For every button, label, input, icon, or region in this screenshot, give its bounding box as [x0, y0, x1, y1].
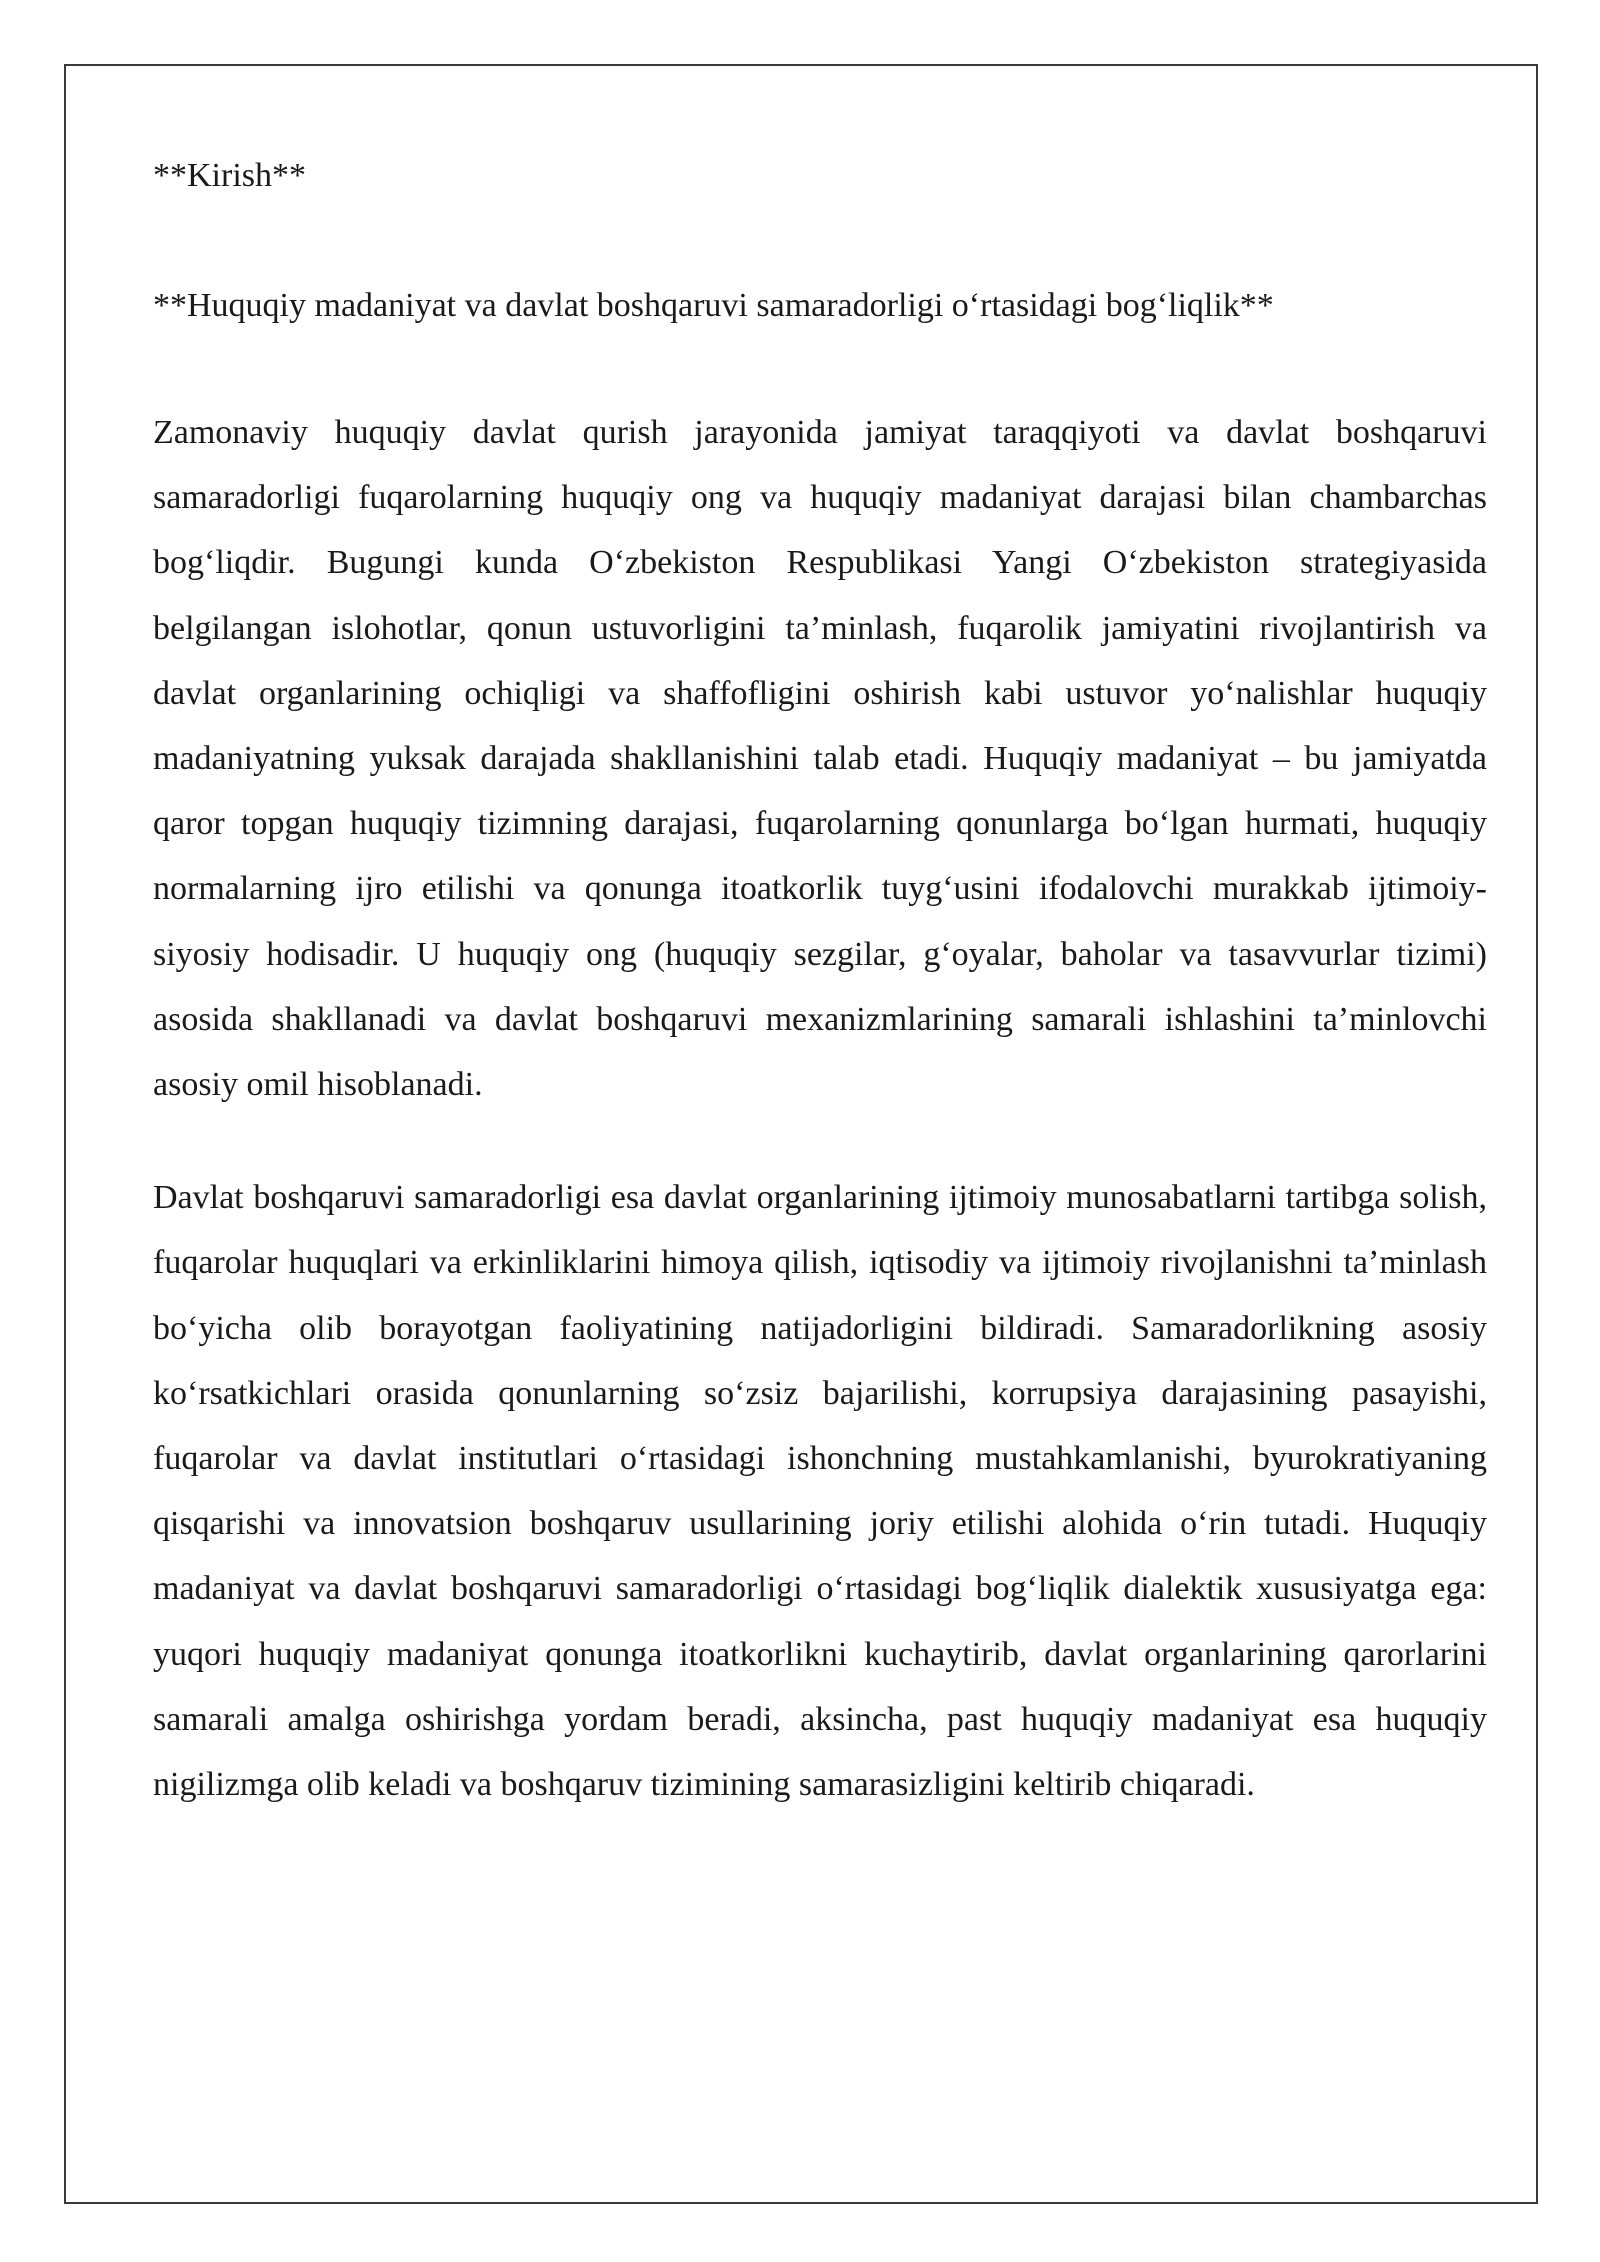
document-title: **Huquqiy madaniyat va davlat boshqaruvi samaradorligi o‘rtasidagi bog‘liqlik**: [153, 287, 1274, 324]
paragraph-2: Davlat boshqaruvi samaradorligi esa davlat organlarining ijtimoiy munosabatlarni tartibga solish, fuqarolar huquqlari va erkinliklarini himoya qilish, iqtisodiy va ijtimoiy rivojlanishni ta’minlash bo‘yicha olib borayotgan faoliyatining natijadorligini bildiradi. Samaradorlikning asosiy ko‘rsatkichlari orasida qonunlarning so‘zsiz bajarilishi, korrupsiya darajasining pasayishi, fuqarolar va davlat institutlari o‘rtasidagi ishonchning mustahkamlanishi, byurokratiyaning qisqarishi va innovatsion boshqaruv usullarining joriy etilishi alohida o‘rin tutadi. Huquqiy madaniyat va davlat boshqaruvi samaradorligi o‘rtasidagi bog‘liqlik dialektik xususiyatga ega: yuqori huquqiy madaniyat qonunga itoatkorlikni kuchaytirib, davlat organlarining qarorlarini samarali amalga oshirishga yordam beradi, aksincha, past huquqiy madaniyat esa huquqiy nigilizmga olib keladi va boshqaruv tizimining samarasizligini keltirib chiqaradi.: [153, 1179, 1487, 1804]
document-body: [153, 148, 1487, 1817]
paragraph-1: Zamonaviy huquqiy davlat qurish jarayonida jamiyat taraqqiyoti va davlat boshqaruvi samaradorligi fuqarolarning huquqiy ong va huquqiy madaniyat darajasi bilan chambarchas bog‘liqdir. Bugungi kunda O‘zbekiston Respublikasi Yangi O‘zbekiston strategiyasida belgilangan islohotlar, qonun ustuvorligini ta’minlash, fuqarolik jamiyatini rivojlantirish va davlat organlarining ochiqligi va shaffofligini oshirish kabi ustuvor yo‘nalishlar huquqiy madaniyatning yuksak darajada shakllanishini talab etadi. Huquqiy madaniyat – bu jamiyatda qaror topgan huquqiy tizimning darajasi, fuqarolarning qonunlarga bo‘lgan hurmati, huquqiy normalarning ijro etilishi va qonunga itoatkorlik tuyg‘usini ifodalovchi murakkab ijtimoiy-siyosiy hodisadir. U huquqiy ong (huquqiy sezgilar, g‘oyalar, baholar va tasavvurlar tizimi) asosida shakllanadi va davlat boshqaruvi mexanizmlarining samarali ishlashini ta’minlovchi asosiy omil hisoblanadi.: [153, 414, 1487, 1104]
section-heading: **Kirish**: [153, 157, 306, 194]
